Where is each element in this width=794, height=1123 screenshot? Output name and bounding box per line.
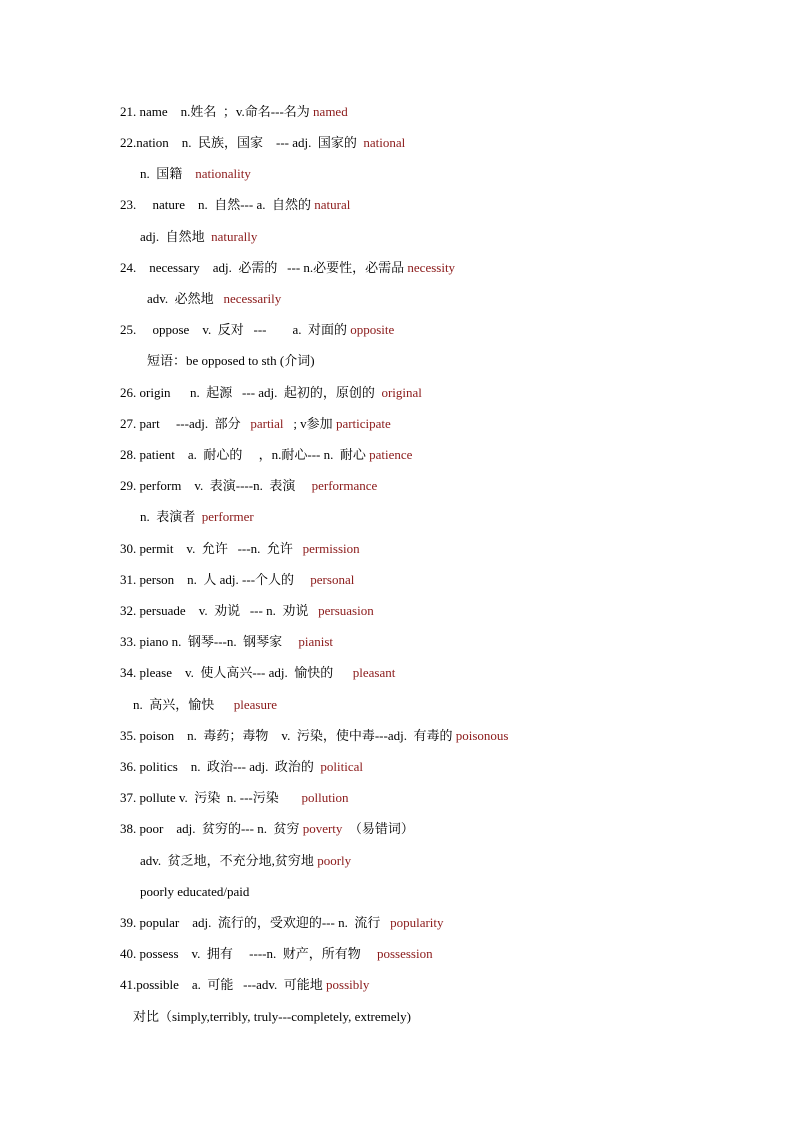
answer-word: nationality xyxy=(195,166,251,181)
entry-text: 25. oppose v. 反对 --- a. 对面的 xyxy=(120,322,351,337)
vocab-line xyxy=(120,135,405,151)
vocab-line xyxy=(133,697,277,713)
entry-text: 28. patient a. 耐心的 ，n.耐心--- n. 耐心 xyxy=(120,447,370,462)
answer-word: patience xyxy=(369,447,413,462)
answer-word: popularity xyxy=(390,915,444,930)
entry-text: 26. origin n. 起源 --- adj. 起初的，原创的 xyxy=(120,385,382,400)
answer-word: possibly xyxy=(326,977,370,992)
answer-word: political xyxy=(320,759,364,774)
vocab-line xyxy=(147,291,281,307)
vocab-line xyxy=(120,665,395,681)
entry-text: 38. poor adj. 贫穷的--- n. 贫穷 xyxy=(120,821,303,836)
vocab-line xyxy=(120,915,444,931)
answer-word: participate xyxy=(335,416,391,431)
answer-word: personal xyxy=(310,572,355,587)
entry-text: adv. 贫乏地，不充分地,贫穷地 xyxy=(140,853,318,868)
entry-text: poorly educated/paid xyxy=(140,884,250,899)
answer-word: necessarily xyxy=(223,291,282,306)
answer-word: national xyxy=(363,135,406,150)
entry-text: 36. politics n. 政治--- adj. 政治的 xyxy=(120,759,321,774)
answer-word: performance xyxy=(311,478,378,493)
vocab-line xyxy=(120,821,414,837)
answer-word: poverty xyxy=(302,821,343,836)
entry-text: 39. popular adj. 流行的，受欢迎的--- n. 流行 xyxy=(120,915,391,930)
answer-word: persuasion xyxy=(318,603,374,618)
entry-text: 35. poison n. 毒药；毒物 v. 污染，使中毒---adj. 有毒的 xyxy=(120,728,456,743)
vocab-line xyxy=(140,509,254,525)
answer-word: pianist xyxy=(298,634,334,649)
answer-word: necessity xyxy=(407,260,456,275)
entry-text: n. 表演者 xyxy=(140,509,202,524)
answer-word: original xyxy=(381,385,422,400)
entry-text: 41.possible a. 可能 ---adv. 可能地 xyxy=(120,977,327,992)
entry-text: 21. name n.姓名 ；v.命名---名为 xyxy=(120,104,314,119)
answer-word: natural xyxy=(314,197,351,212)
vocab-line xyxy=(120,977,369,993)
entry-text: 27. part ---adj. 部分 xyxy=(120,416,251,431)
vocab-line xyxy=(120,322,394,338)
vocab-line xyxy=(120,946,433,962)
entry-text: 32. persuade v. 劝说 --- n. 劝说 xyxy=(120,603,319,618)
vocab-line xyxy=(140,229,257,245)
vocab-line xyxy=(120,790,348,806)
entry-text: 24. necessary adj. 必需的 --- n.必要性，必需品 xyxy=(120,260,408,275)
vocab-line xyxy=(140,166,251,182)
entry-text: 40. possess v. 拥有 ----n. 财产，所有物 xyxy=(120,946,377,961)
vocab-line xyxy=(147,353,315,369)
entry-text: adj. 自然地 xyxy=(140,229,212,244)
entry-text: adv. 必然地 xyxy=(147,291,224,306)
vocab-line xyxy=(120,104,348,120)
answer-word: permission xyxy=(302,541,360,556)
entry-text: n. 高兴，愉快 xyxy=(133,697,234,712)
vocab-line xyxy=(120,197,350,213)
answer-word: performer xyxy=(201,509,254,524)
vocab-line xyxy=(140,884,249,900)
entry-text: 29. perform v. 表演----n. 表演 xyxy=(120,478,312,493)
entry-text: 33. piano n. 钢琴---n. 钢琴家 xyxy=(120,634,299,649)
vocab-line xyxy=(120,416,391,432)
vocab-line xyxy=(120,260,455,276)
entry-text: n. 国籍 xyxy=(140,166,196,181)
answer-word: poorly xyxy=(317,853,352,868)
entry-text: ; v参加 xyxy=(283,416,336,431)
answer-word: partial xyxy=(250,416,284,431)
answer-word: possession xyxy=(376,946,433,961)
vocab-line xyxy=(120,603,374,619)
vocab-line xyxy=(120,572,354,588)
entry-text: 22.nation n. 民族，国家 --- adj. 国家的 xyxy=(120,135,364,150)
answer-word: pollution xyxy=(301,790,349,805)
entry-text: 30. permit v. 允许 ---n. 允许 xyxy=(120,541,303,556)
entry-text: （易错词） xyxy=(342,821,414,836)
vocab-line xyxy=(120,759,363,775)
vocab-line xyxy=(120,541,360,557)
answer-word: named xyxy=(313,104,348,119)
entry-text: 37. pollute v. 污染 n. ---污染 xyxy=(120,790,302,805)
vocab-line xyxy=(120,728,508,744)
entry-text: 短语：be opposed to sth (介词) xyxy=(147,353,315,368)
vocab-line xyxy=(120,478,377,494)
entry-text: 34. please v. 使人高兴--- adj. 愉快的 xyxy=(120,665,353,680)
answer-word: opposite xyxy=(350,322,395,337)
answer-word: pleasant xyxy=(352,665,396,680)
vocab-line xyxy=(120,385,422,401)
entry-text: 31. person n. 人 adj. ---个人的 xyxy=(120,572,311,587)
vocab-line xyxy=(140,853,351,869)
vocab-line xyxy=(120,447,412,463)
answer-word: poisonous xyxy=(455,728,509,743)
answer-word: pleasure xyxy=(233,697,278,712)
vocab-line xyxy=(133,1009,411,1025)
entry-text: 23. nature n. 自然--- a. 自然的 xyxy=(120,197,315,212)
entry-text: 对比（simply,terribly, truly---completely, extremely) xyxy=(133,1009,411,1024)
vocab-line xyxy=(120,634,333,650)
answer-word: naturally xyxy=(211,229,258,244)
